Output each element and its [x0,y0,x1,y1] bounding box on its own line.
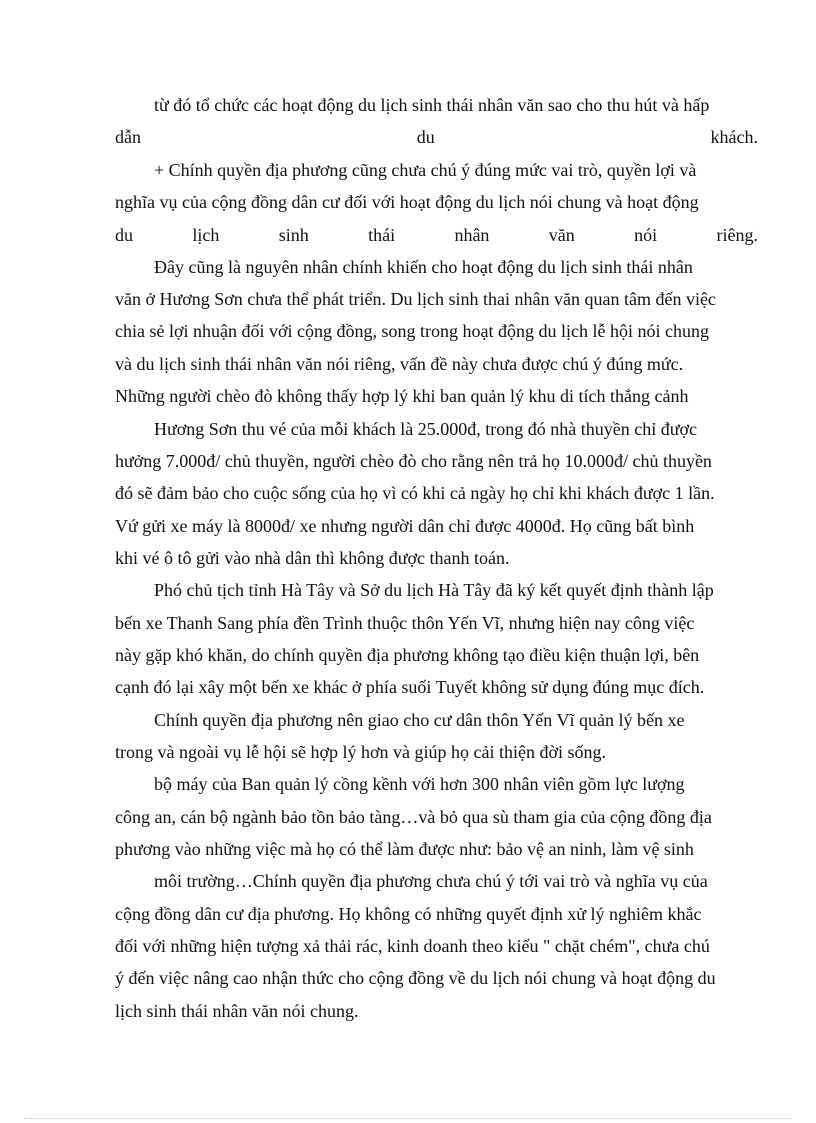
text-line: từ đó tổ chức các hoạt động du lịch sinh thái nhân văn sao cho thu hút và hấp [154,95,710,115]
text-line: cộng đồng dân cư địa phương. Họ không có những quyết định xử lý nghiêm khắc [115,904,702,924]
text-line: Vứ gửi xe máy là 8000đ/ xe nhưng người dân chỉ được 4000đ. Họ cũng bất bình [115,516,695,536]
text-line: Chính quyền địa phương nên giao cho cư dân thôn Yến Vĩ quản lý bến xe [154,710,685,730]
text-line: đó sẽ đảm bảo cho cuộc sống của họ vì có khi cả ngày họ chỉ khi khách được 1 lần. [115,483,715,503]
text-line: Hương Sơn thu vé của mỗi khách là 25.000đ, trong đó nhà thuyền chỉ được [154,419,697,439]
text-line: nghĩa vụ của cộng đồng dân cư đối với hoạt động du lịch nói chung và hoạt động [115,192,699,212]
page-bottom-divider [24,1118,792,1119]
text-line: Những người chèo đò không thấy hợp lý khi ban quản lý khu di tích thắng cảnh [115,386,689,406]
text-line: này gặp khó khăn, do chính quyền địa phương không tạo điều kiện thuận lợi, bên [115,645,700,665]
text-line: trong và ngoài vụ lễ hội sẽ hợp lý hơn và giúp họ cải thiện đời sống. [115,742,606,762]
text-line: môi trường…Chính quyền địa phương chưa chú ý tới vai trò và nghĩa vụ của [154,871,708,891]
text-line: + Chính quyền địa phương cũng chưa chú ý đúng mức vai trò, quyền lợi và [154,160,697,180]
text-line: Phó chủ tịch tỉnh Hà Tây và Sở du lịch Hà Tây đã ký kết quyết định thành lập [154,580,714,600]
text-line: ý đến việc nâng cao nhận thức cho cộng đồng về du lịch nói chung và hoạt động du [115,968,716,988]
text-line: Đây cũng là nguyên nhân chính khiến cho hoạt động du lịch sinh thái nhân [154,257,693,277]
text-line: phương vào những việc mà họ có thể làm được như: bảo vệ an ninh, làm vệ sinh [115,839,694,859]
text-line: lịch sinh thái nhân văn nói chung. [115,1001,359,1021]
text-line: bến xe Thanh Sang phía đền Trình thuộc thôn Yến Vĩ, nhưng hiện nay công việc [115,613,695,633]
text-line: cạnh đó lại xây một bến xe khác ở phía suối Tuyết không sử dụng đúng mục đích. [115,677,705,697]
text-line: khi vé ô tô gửi vào nhà dân thì không được thanh toán. [115,548,510,568]
text-line: đối với những hiện tượng xả thải rác, kinh doanh theo kiểu " chặt chém", chưa chú [115,936,710,956]
text-line: văn ở Hương Sơn chưa thể phát triển. Du lịch sinh thai nhân văn quan tâm đến việc [115,289,716,309]
text-line: bộ máy của Ban quản lý cồng kềnh với hơn 300 nhân viên gồm lực lượng [154,774,685,794]
text-line: và du lịch sinh thái nhân văn nói riêng, vấn đề này chưa được chú ý đúng mức. [115,354,684,374]
text-line: công an, cán bộ ngành bảo tồn bảo tàng…và bỏ qua sù tham gia của cộng đồng địa [115,807,712,827]
text-line: dẫn du khách. [115,127,758,147]
text-line: chia sẻ lợi nhuận đối với cộng đồng, song trong hoạt động du lịch lễ hội nói chung [115,321,709,341]
text-line: du lịch sinh thái nhân văn nói riêng. [115,225,758,245]
text-line: hưởng 7.000đ/ chủ thuyền, người chèo đò cho rằng nên trả họ 10.000đ/ chủ thuyền [115,451,712,471]
